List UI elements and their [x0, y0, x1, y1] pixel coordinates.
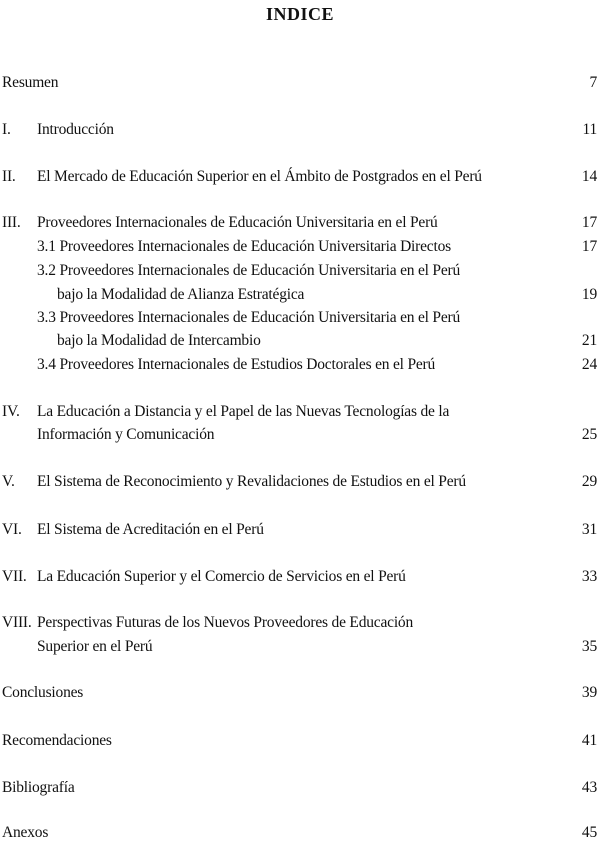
toc-section-numeral: VIII. — [2, 614, 32, 631]
toc-entry-text: Información y Comunicación — [37, 426, 215, 443]
toc-entry-proveedores — [0, 214, 600, 234]
toc-entry-anexos — [0, 824, 600, 844]
toc-section-numeral: VII. — [2, 568, 27, 585]
toc-section-numeral: IV. — [2, 403, 20, 420]
toc-page-number: 45 — [581, 824, 597, 841]
toc-entry-text: bajo la Modalidad de Alianza Estratégica — [57, 286, 305, 303]
toc-entry-text: El Sistema de Reconocimiento y Revalidaciones de Estudios en el Perú — [37, 473, 466, 490]
toc-entry-resumen — [0, 74, 600, 94]
toc-subentry-3-4 — [0, 356, 600, 376]
toc-page-number: 11 — [582, 121, 597, 138]
toc-entry-text: bajo la Modalidad de Intercambio — [57, 332, 261, 349]
toc-entry-mercado — [0, 168, 600, 188]
toc-entry-text: Conclusiones — [2, 684, 84, 701]
toc-page-number: 41 — [581, 732, 597, 749]
toc-page-number: 19 — [581, 286, 597, 303]
toc-entry-comercio-servicios — [0, 568, 600, 588]
toc-page-number: 31 — [581, 521, 597, 538]
toc-entry-introduccion — [0, 121, 600, 141]
toc-entry-text: 3.4 Proveedores Internacionales de Estudios Doctorales en el Perú — [37, 356, 436, 373]
toc-entry-reconocimiento — [0, 473, 600, 493]
toc-entry-text: La Educación Superior y el Comercio de Servicios en el Perú — [37, 568, 406, 585]
toc-entry-text: Anexos — [2, 824, 49, 841]
toc-page-number: 17 — [581, 214, 597, 231]
toc-entry-text: Superior en el Perú — [37, 638, 153, 655]
toc-page-number: 21 — [581, 332, 597, 349]
toc-page-number: 14 — [581, 168, 597, 185]
toc-page-number: 39 — [581, 684, 597, 701]
toc-subentry-3-3 — [0, 309, 600, 329]
toc-entry-recomendaciones — [0, 732, 600, 752]
page-title: INDICE — [265, 4, 334, 24]
toc-section-numeral: I. — [2, 121, 11, 138]
toc-entry-text: El Mercado de Educación Superior en el Ámbito de Postgrados en el Perú — [37, 168, 482, 185]
toc-entry-text: 3.2 Proveedores Internacionales de Educación Universitaria en el Perú — [37, 262, 461, 279]
toc-page-number: 17 — [581, 238, 597, 255]
toc-entry-educacion-distancia — [0, 403, 600, 423]
toc-section-numeral: VI. — [2, 521, 22, 538]
toc-entry-educacion-distancia-continued — [0, 426, 600, 446]
toc-page-number: 24 — [581, 356, 597, 373]
toc-subentry-3-2 — [0, 262, 600, 282]
toc-entry-acreditacion — [0, 521, 600, 541]
toc-page-number: 35 — [581, 638, 597, 655]
toc-page-number: 29 — [581, 473, 597, 490]
toc-section-numeral: III. — [2, 214, 21, 231]
toc-page-number: 25 — [581, 426, 597, 443]
toc-subentry-3-3-continued — [0, 332, 600, 352]
toc-entry-text: Perspectivas Futuras de los Nuevos Proveedores de Educación — [37, 614, 414, 631]
toc-entry-bibliografia — [0, 779, 600, 799]
toc-entry-text: La Educación a Distancia y el Papel de las Nuevas Tecnologías de la — [37, 403, 450, 420]
toc-subentry-3-2-continued — [0, 286, 600, 306]
toc-entry-text: Resumen — [2, 74, 59, 91]
toc-entry-text: El Sistema de Acreditación en el Perú — [37, 521, 264, 538]
toc-entry-text: 3.1 Proveedores Internacionales de Educación Universitaria Directos — [37, 238, 451, 255]
toc-page-number: 43 — [581, 779, 597, 796]
toc-entry-conclusiones — [0, 684, 600, 704]
toc-subentry-3-1 — [0, 238, 600, 258]
toc-entry-text: Introducción — [37, 121, 114, 138]
toc-section-numeral: V. — [2, 473, 15, 490]
toc-entry-text: Proveedores Internacionales de Educación Universitaria en el Perú — [37, 214, 438, 231]
toc-entry-perspectivas — [0, 614, 600, 634]
toc-page-number: 7 — [589, 74, 597, 91]
toc-entry-perspectivas-continued — [0, 638, 600, 658]
toc-entry-text: Recomendaciones — [2, 732, 112, 749]
toc-page-number: 33 — [581, 568, 597, 585]
toc-entry-text: Bibliografía — [2, 779, 75, 796]
toc-entry-text: 3.3 Proveedores Internacionales de Educación Universitaria en el Perú — [37, 309, 461, 326]
toc-section-numeral: II. — [2, 168, 16, 185]
